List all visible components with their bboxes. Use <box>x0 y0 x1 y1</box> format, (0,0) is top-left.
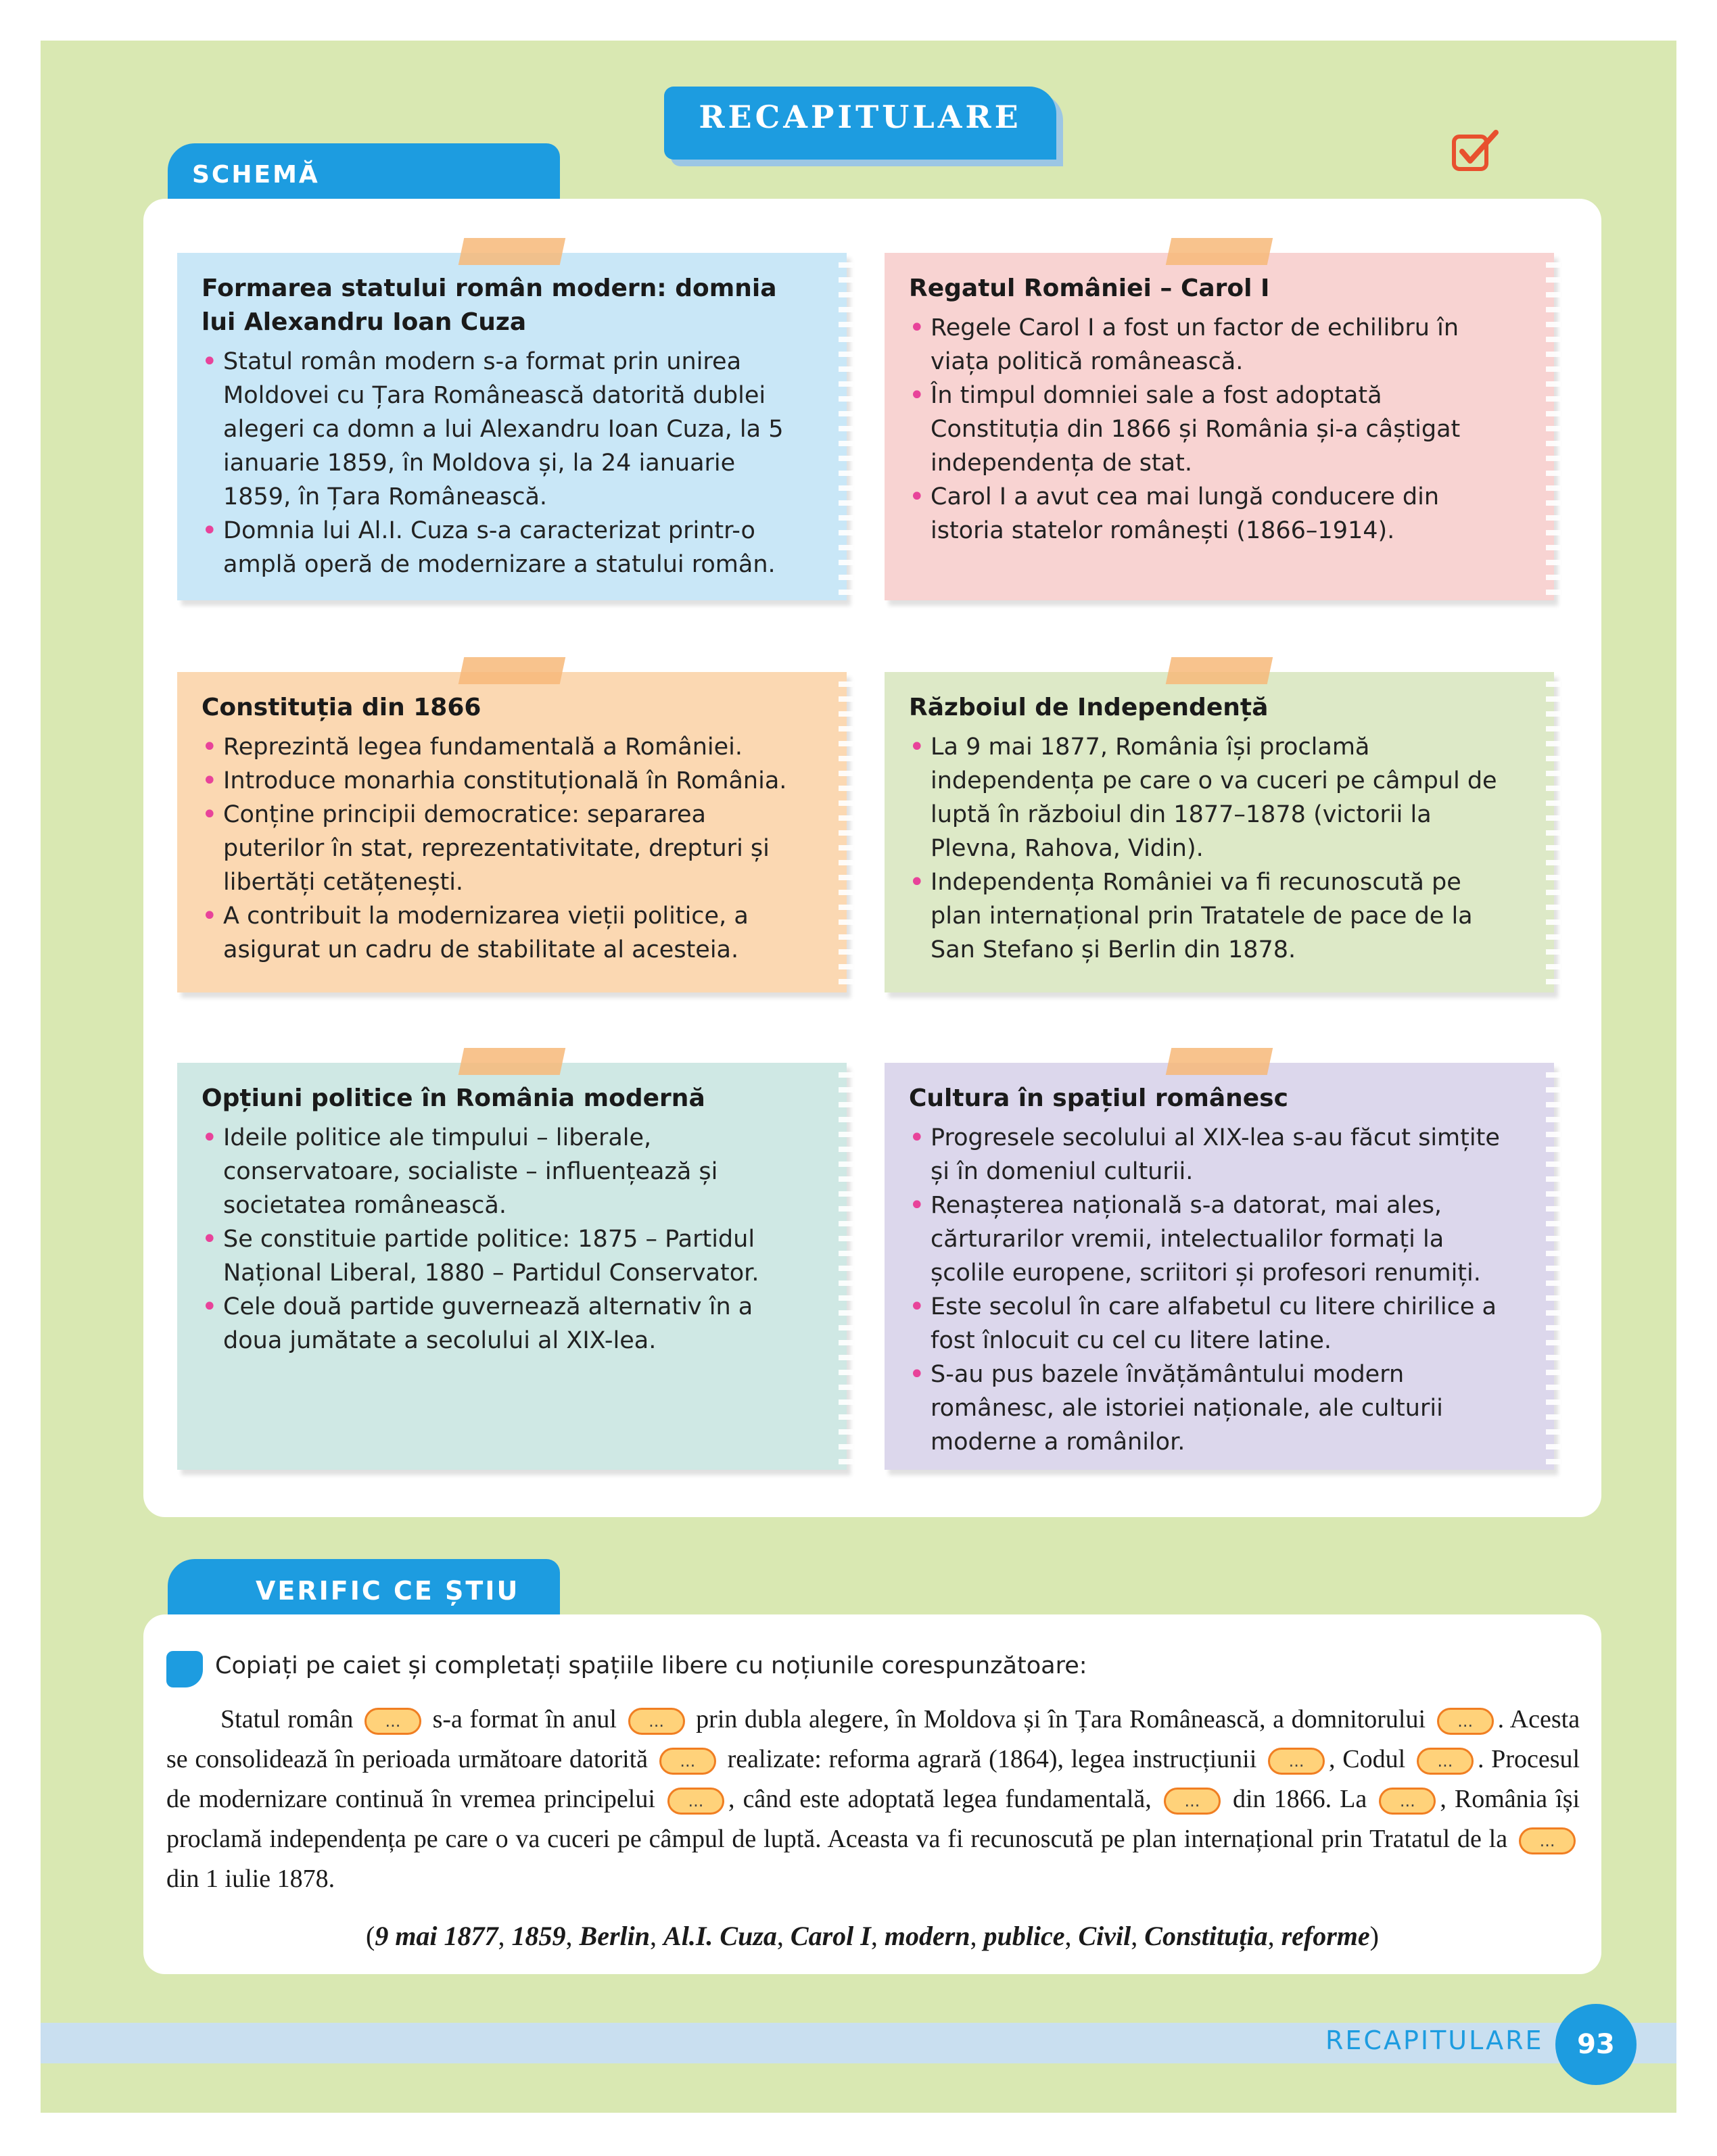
blank-field[interactable]: ... <box>1519 1827 1576 1854</box>
blank-field[interactable]: ... <box>1437 1708 1494 1735</box>
word-bank-item: reforme <box>1281 1921 1370 1951</box>
blank-field[interactable]: ... <box>667 1788 724 1815</box>
exercise-segment: , România își proclamă independența pe care o va cuceri pe câmpul de luptă. Aceasta va fi recunoscută pe plan internațional prin Tratatul de la <box>166 1785 1580 1853</box>
note-list <box>202 730 799 967</box>
note-title: Cultura în spațiul românesc <box>909 1084 1288 1112</box>
exercise-segment: . Procesul de modernizare continuă în vremea principelui <box>166 1745 1580 1813</box>
note-title: Opțiuni politice în România modernă <box>202 1084 705 1112</box>
blank-field[interactable]: ... <box>1164 1788 1221 1815</box>
footer-section-label: RECAPITULARE <box>1325 2026 1544 2055</box>
list-item: • Conține principii democratice: separarea puterilor în stat, reprezentativitate, drepturi și libertăți cetățenești. <box>202 798 799 899</box>
blank-field[interactable]: ... <box>628 1708 685 1735</box>
exercise-segment: realizate: reforma agrară (1864), legea instrucțiunii <box>727 1745 1257 1773</box>
note-title: Regatul României – Carol I <box>909 274 1270 302</box>
note-list <box>909 730 1507 967</box>
tape-decoration <box>1166 1048 1273 1075</box>
word-bank-item: modern <box>884 1921 970 1951</box>
exercise-segment: s-a format în anul <box>432 1705 617 1733</box>
tape-decoration <box>1166 657 1273 684</box>
exercise-segment: . Acesta se consolidează în perioada următoare datorită <box>166 1705 1580 1773</box>
list-item: • Introduce monarhia constituțională în România. <box>202 764 799 798</box>
exercise-instruction: Copiați pe caiet și completați spațiile libere cu noțiunile corespunzătoare: <box>215 1652 1087 1679</box>
list-item: • Statul român modern s-a format prin unirea Moldovei cu Țara Românească datorită dublei alegeri ca domn a lui Alexandru Ioan Cuza, la 5 ianuarie 1859, în Moldova și, la 24 ianuarie 1859, în Țara Românească. <box>202 345 799 514</box>
note-card-political-options <box>177 1063 847 1470</box>
note-title: Constituția din 1866 <box>202 694 481 721</box>
list-item: • Regele Carol I a fost un factor de echilibru în viața politică românească. <box>909 311 1507 379</box>
note-list <box>202 1121 799 1358</box>
exercise-segment: Statul român <box>220 1705 354 1733</box>
word-bank: (9 mai 1877, 1859, Berlin, Al.I. Cuza, Carol I, modern, publice, Civil, Constituția, reforme) <box>365 1921 1379 1951</box>
list-item: • În timpul domniei sale a fost adoptată Constituția din 1866 și România și-a câștigat independența de stat. <box>909 379 1507 480</box>
list-item: • Ideile politice ale timpului – liberale, conservatoare, socialiste – influențează și societatea românească. <box>202 1121 799 1222</box>
note-title: Războiul de Independență <box>909 694 1269 721</box>
list-item: • Renașterea națională s-a datorat, mai ales, cărturarilor vremii, intelectualilor formați la școlile europene, scriitori și profesori renumiți. <box>909 1189 1507 1290</box>
list-item: • Se constituie partide politice: 1875 – Partidul Național Liberal, 1880 – Partidul Conservator. <box>202 1222 799 1290</box>
word-bank-item: Carol I <box>790 1921 871 1951</box>
list-item: • Reprezintă legea fundamentală a României. <box>202 730 799 764</box>
list-item: • Independența României va fi recunoscută pe plan internațional prin Tratatele de pace de la San Stefano și Berlin din 1878. <box>909 865 1507 967</box>
section-tab-verific: VERIFIC CE ȘTIU <box>168 1559 560 1616</box>
tape-decoration <box>458 238 566 265</box>
tape-decoration <box>458 1048 566 1075</box>
note-card-carol <box>885 253 1554 600</box>
note-list <box>202 345 799 581</box>
list-item: • Progresele secolului al XIX-lea s-au făcut simțite și în domeniul culturii. <box>909 1121 1507 1189</box>
blank-field[interactable]: ... <box>1379 1788 1436 1815</box>
page-number: 93 <box>1555 2004 1637 2085</box>
tape-decoration <box>458 657 566 684</box>
word-bank-item: Civil <box>1078 1921 1131 1951</box>
exercise-text <box>166 1700 1580 1899</box>
list-item: • S-au pus bazele învățământului modern românesc, ale istoriei naționale, ale culturii moderne a românilor. <box>909 1358 1507 1459</box>
word-bank-item: 1859 <box>511 1921 566 1951</box>
list-item: • Este secolul în care alfabetul cu litere chirilice a fost înlocuit cu cel cu litere latine. <box>909 1290 1507 1358</box>
blank-field[interactable]: ... <box>1268 1748 1325 1775</box>
question-marker-icon <box>166 1651 203 1687</box>
page-title: RECAPITULARE <box>699 99 1022 135</box>
title-banner <box>664 87 1056 160</box>
blank-field[interactable]: ... <box>364 1708 421 1735</box>
note-list <box>909 311 1507 548</box>
list-item: • La 9 mai 1877, România își proclamă independența pe care o va cuceri pe câmpul de luptă în războiul din 1877–1878 (victorii la Plevna, Rahova, Vidin). <box>909 730 1507 865</box>
word-bank-item: Berlin <box>579 1921 651 1951</box>
word-bank-item: Constituția <box>1144 1921 1268 1951</box>
exercise-segment: din 1866. La <box>1232 1785 1367 1813</box>
note-card-cuza <box>177 253 847 600</box>
blank-field[interactable]: ... <box>1417 1748 1474 1775</box>
word-bank-item: publice <box>983 1921 1065 1951</box>
list-item: • Cele două partide guvernează alternativ în a doua jumătate a secolului al XIX-lea. <box>202 1290 799 1358</box>
exercise-segment: din 1 iulie 1878. <box>166 1865 335 1893</box>
word-bank-item: 9 mai 1877 <box>375 1921 498 1951</box>
exercise-segment: prin dubla alegere, în Moldova și în Țara Românească, a domnitorului <box>696 1705 1426 1733</box>
checkbox-check-icon <box>1451 130 1500 173</box>
tape-decoration <box>1166 238 1273 265</box>
list-item: • A contribuit la modernizarea vieții politice, a asigurat un cadru de stabilitate al acesteia. <box>202 899 799 967</box>
note-card-culture <box>885 1063 1554 1470</box>
word-bank-item: Al.I. Cuza <box>663 1921 777 1951</box>
blank-field[interactable]: ... <box>659 1748 716 1775</box>
note-card-constitution <box>177 672 847 992</box>
list-item: • Domnia lui Al.I. Cuza s-a caracterizat printr-o amplă operă de modernizare a statului român. <box>202 514 799 581</box>
exercise-segment: , când este adoptată legea fundamentală, <box>728 1785 1152 1813</box>
note-title: Formarea statului român modern: domnia lui Alexandru Ioan Cuza <box>202 274 777 336</box>
note-list <box>909 1121 1507 1459</box>
exercise-segment: , Codul <box>1329 1745 1406 1773</box>
list-item: • Carol I a avut cea mai lungă conducere din istoria statelor românești (1866–1914). <box>909 480 1507 548</box>
section-tab-schema: SCHEMĂ <box>168 143 560 200</box>
note-card-independence <box>885 672 1554 992</box>
